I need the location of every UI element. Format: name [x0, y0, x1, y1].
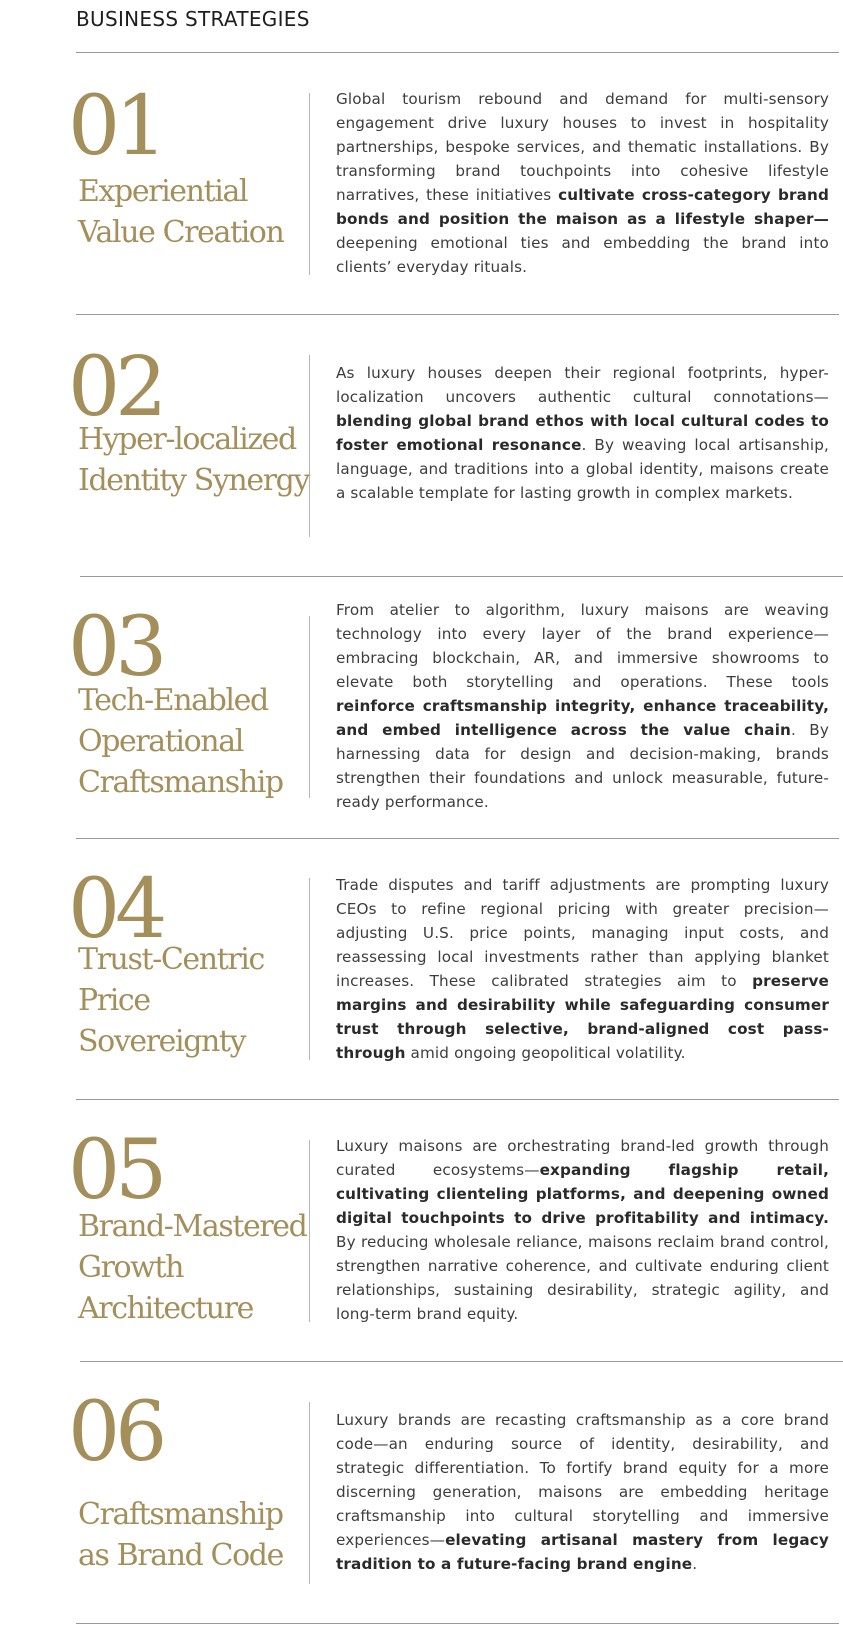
section-vertical-divider — [309, 1140, 310, 1322]
section-heading — [78, 1494, 293, 1576]
section-heading-line: as Brand Code — [78, 1538, 283, 1573]
page-title: BUSINESS STRATEGIES — [76, 7, 310, 31]
section-heading-line: Brand-Mastered — [78, 1209, 307, 1244]
section-number: 02 — [68, 340, 163, 435]
body-text: Trade disputes and tariff adjustments are prompting luxury CEOs to refine regional pricing with greater precision—adjusting U.S. price points, managing input costs, and reassessing local investments rather than applying blanket increases. These calibrated strategies aim to — [336, 876, 829, 990]
section-body — [336, 87, 829, 279]
section-heading-line: Craftsmanship — [78, 765, 283, 800]
section-vertical-divider — [309, 616, 310, 798]
section-heading — [78, 419, 309, 501]
section-divider — [76, 838, 839, 839]
body-emphasis: expanding flagship retail, cultivating clienteling platforms, and deepening owned digital touchpoints to drive profitability and intimacy. — [336, 1161, 830, 1227]
section-divider — [76, 314, 839, 315]
section-body — [336, 1408, 829, 1576]
body-text: Global tourism rebound and demand for multi-sensory engagement drive luxury houses to invest in hospitality partnerships, bespoke services, and thematic installations. By transforming brand touchpoints into cohesive lifestyle narratives, these initiatives — [336, 90, 829, 204]
section-heading-line: Experiential — [78, 174, 248, 209]
body-text: Luxury brands are recasting craftsmanship as a core brand code—an enduring source of identity, desirability, and strategic differentiation. To fortify brand equity for a more discerning generation, maisons are embedding heritage craftsmanship into cultural storytelling and immersive experiences— — [336, 1411, 829, 1549]
body-text: . — [692, 1555, 698, 1573]
section-heading-line: Growth — [78, 1250, 184, 1285]
section-heading-line: Identity Synergy — [78, 463, 309, 498]
section-heading-line: Operational — [78, 724, 243, 759]
section-vertical-divider — [309, 93, 310, 275]
body-text: From atelier to algorithm, luxury maisons are weaving technology into every layer of the brand experience—embracing blockchain, AR, and immersive showrooms to elevate both storytelling and operations. These tools — [336, 601, 829, 691]
body-text: . By harnessing data for design and decision-making, brands strengthen their foundations and unlock measurable, future-ready performance. — [336, 721, 829, 811]
section-heading — [78, 680, 293, 803]
section-vertical-divider — [309, 355, 310, 537]
body-text: amid ongoing geopolitical volatility. — [405, 1044, 686, 1062]
section-heading-line: Trust-Centric — [78, 942, 264, 977]
section-heading-line: Tech-Enabled — [78, 683, 268, 718]
section-body — [336, 598, 829, 814]
section-number: 01 — [68, 79, 163, 174]
section-divider — [76, 1099, 839, 1100]
section-body — [336, 361, 829, 505]
body-text: deepening emotional ties and embedding the brand into clients’ everyday rituals. — [336, 234, 829, 276]
section-number: 05 — [68, 1123, 163, 1218]
section-heading-line: Price — [78, 983, 150, 1018]
section-body — [336, 873, 829, 1065]
section-heading-line: Hyper-localized — [78, 422, 296, 457]
footer-divider — [76, 1623, 839, 1624]
section-heading-line: Value Creation — [78, 215, 284, 250]
header-divider — [76, 52, 839, 53]
section-heading-line: Architecture — [78, 1291, 254, 1326]
body-emphasis: preserve margins and desirability while safeguarding consumer trust through selective, brand-aligned cost pass-through — [336, 972, 829, 1062]
body-text: . By weaving local artisanship, language, and traditions into a global identity, maisons create a scalable template for lasting growth in complex markets. — [336, 436, 829, 502]
section-divider — [80, 576, 843, 577]
body-text: Luxury maisons are orchestrating brand-led growth through curated ecosystems— — [336, 1137, 829, 1179]
section-heading-line: Craftsmanship — [78, 1497, 283, 1532]
section-heading — [78, 171, 293, 253]
section-divider — [80, 1361, 843, 1362]
section-vertical-divider — [309, 1402, 310, 1584]
section-vertical-divider — [309, 878, 310, 1060]
body-emphasis: cultivate cross-category brand bonds and position the maison as a lifestyle shaper— — [336, 186, 829, 228]
section-number: 03 — [68, 600, 163, 695]
body-emphasis: blending global brand ethos with local cultural codes to foster emotional resonance — [336, 412, 829, 454]
body-text: As luxury houses deepen their regional footprints, hyper-localization uncovers authentic cultural connotations— — [336, 364, 829, 406]
section-heading-line: Sovereignty — [78, 1024, 246, 1059]
section-heading — [78, 939, 293, 1062]
section-number: 06 — [68, 1385, 163, 1480]
section-body — [336, 1134, 829, 1326]
body-text: By reducing wholesale reliance, maisons reclaim brand control, strengthen narrative coherence, and cultivate enduring client relationships, sustaining desirability, strategic agility, and long-term brand equity. — [336, 1233, 829, 1323]
body-emphasis: elevating artisanal mastery from legacy tradition to a future-facing brand engine — [336, 1531, 829, 1573]
section-heading — [78, 1206, 307, 1329]
body-emphasis: reinforce craftsmanship integrity, enhance traceability, and embed intelligence across the value chain — [336, 697, 829, 739]
section-number: 04 — [68, 862, 163, 957]
